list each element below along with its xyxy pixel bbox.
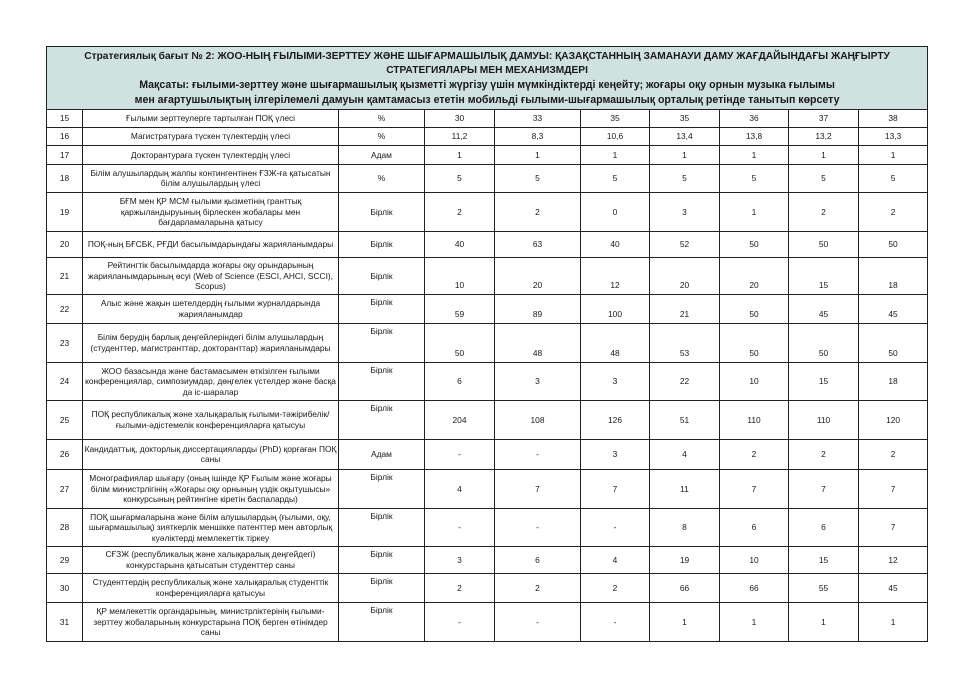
year-value: 7 — [859, 469, 928, 508]
year-value: 30 — [425, 109, 495, 127]
year-value: 2 — [495, 573, 581, 602]
table-row — [47, 145, 928, 164]
year-value: 19 — [650, 546, 720, 573]
indicator-name: Студенттердің республикалық және халықаралық студенттік конференцияларға қатысуы — [83, 573, 339, 602]
unit-of-measure: Адам — [339, 145, 425, 164]
unit-of-measure: Бірлік — [339, 294, 425, 323]
year-value: 51 — [650, 400, 720, 439]
indicator-name: ПОҚ-ның БҒСБК, РҒДИ басылымдарындағы жарияланымдары — [83, 231, 339, 257]
year-value: 100 — [581, 294, 650, 323]
indicator-name: Докторантураға түскен түлектердің үлесі — [83, 145, 339, 164]
year-value: 89 — [495, 294, 581, 323]
unit-of-measure: Бірлік — [339, 362, 425, 400]
table-row — [47, 400, 928, 439]
year-value: 48 — [495, 323, 581, 362]
year-value: 3 — [495, 362, 581, 400]
unit-of-measure: % — [339, 164, 425, 192]
year-value: 11,2 — [425, 127, 495, 145]
header-goal-line-1: Мақсаты: ғылыми-зерттеу және шығармашылық қызметті жүргізу үшін мүмкіндіктерді кеңейту; жоғары оқу орнын музыка ғылымы — [139, 79, 835, 92]
unit-of-measure: Бірлік — [339, 546, 425, 573]
strategic-direction-table-page — [46, 46, 927, 642]
year-value: 38 — [859, 109, 928, 127]
row-number: 17 — [47, 145, 83, 164]
year-value: 2 — [720, 439, 789, 469]
year-value: - — [581, 508, 650, 546]
year-value: 50 — [789, 231, 859, 257]
unit-of-measure: Бірлік — [339, 400, 425, 439]
year-value: 52 — [650, 231, 720, 257]
row-number: 29 — [47, 546, 83, 573]
table-row — [47, 164, 928, 192]
header-row — [47, 47, 928, 110]
year-value: 20 — [720, 257, 789, 294]
year-value: 7 — [789, 469, 859, 508]
indicator-name: Монографиялар шығару (оның ішінде ҚР Ғылым және жоғары білім министрлігінің «Жоғары оқу орнының үздік оқытушысы» конкурсының рейтингіне кіретін баспаларды) — [83, 469, 339, 508]
year-value: 18 — [859, 362, 928, 400]
row-number: 21 — [47, 257, 83, 294]
year-value: 7 — [859, 508, 928, 546]
year-value: 1 — [720, 602, 789, 641]
row-number: 28 — [47, 508, 83, 546]
year-value: - — [425, 508, 495, 546]
year-value: 11 — [650, 469, 720, 508]
year-value: 110 — [720, 400, 789, 439]
year-value: 12 — [859, 546, 928, 573]
year-value: - — [425, 439, 495, 469]
year-value: - — [581, 602, 650, 641]
year-value: 50 — [720, 294, 789, 323]
table-row — [47, 573, 928, 602]
year-value: 2 — [425, 192, 495, 231]
year-value: 110 — [789, 400, 859, 439]
year-value: 45 — [859, 294, 928, 323]
year-value: 10 — [425, 257, 495, 294]
year-value: 13,2 — [789, 127, 859, 145]
year-value: 13,4 — [650, 127, 720, 145]
year-value: 1 — [789, 602, 859, 641]
year-value: 63 — [495, 231, 581, 257]
year-value: 6 — [789, 508, 859, 546]
table-row — [47, 294, 928, 323]
row-number: 26 — [47, 439, 83, 469]
year-value: 50 — [720, 323, 789, 362]
unit-of-measure: Бірлік — [339, 192, 425, 231]
year-value: 3 — [581, 362, 650, 400]
unit-of-measure: % — [339, 127, 425, 145]
year-value: 3 — [425, 546, 495, 573]
table-row — [47, 469, 928, 508]
table-row — [47, 602, 928, 641]
unit-of-measure: Бірлік — [339, 469, 425, 508]
year-value: 5 — [650, 164, 720, 192]
year-value: 45 — [859, 573, 928, 602]
row-number: 25 — [47, 400, 83, 439]
header-title-line-2: СТРАТЕГИЯЛАРЫ МЕН МЕХАНИЗМДЕРІ — [386, 65, 588, 77]
year-value: 13,3 — [859, 127, 928, 145]
year-value: 2 — [859, 439, 928, 469]
year-value: 5 — [789, 164, 859, 192]
unit-of-measure: Бірлік — [339, 231, 425, 257]
year-value: 50 — [859, 323, 928, 362]
row-number: 24 — [47, 362, 83, 400]
row-number: 22 — [47, 294, 83, 323]
row-number: 20 — [47, 231, 83, 257]
year-value: 4 — [581, 546, 650, 573]
year-value: 40 — [425, 231, 495, 257]
year-value: 3 — [650, 192, 720, 231]
year-value: 48 — [581, 323, 650, 362]
unit-of-measure: % — [339, 109, 425, 127]
year-value: 1 — [581, 145, 650, 164]
year-value: 6 — [495, 546, 581, 573]
year-value: 7 — [581, 469, 650, 508]
year-value: 15 — [789, 362, 859, 400]
year-value: 1 — [859, 602, 928, 641]
year-value: 5 — [720, 164, 789, 192]
year-value: 50 — [425, 323, 495, 362]
year-value: 50 — [859, 231, 928, 257]
year-value: - — [495, 439, 581, 469]
year-value: 6 — [425, 362, 495, 400]
year-value: 15 — [789, 546, 859, 573]
year-value: 1 — [789, 145, 859, 164]
year-value: 5 — [581, 164, 650, 192]
year-value: - — [495, 508, 581, 546]
indicator-name: Білім берудің барлық деңгейлеріндегі білім алушылардың (студенттер, магистранттар, докторанттар) жарияланымдары — [83, 323, 339, 362]
table-row — [47, 109, 928, 127]
year-value: 7 — [495, 469, 581, 508]
year-value: 1 — [425, 145, 495, 164]
year-value: 204 — [425, 400, 495, 439]
year-value: 0 — [581, 192, 650, 231]
indicator-name: БҒМ мен ҚР МСМ ғылыми қызметінің гранттық қаржыландыруының бірлескен жобалары мен бағдарламаларына қатысу — [83, 192, 339, 231]
year-value: 15 — [789, 257, 859, 294]
year-value: 2 — [495, 192, 581, 231]
table-row — [47, 192, 928, 231]
year-value: 50 — [720, 231, 789, 257]
year-value: 1 — [720, 192, 789, 231]
year-value: 20 — [495, 257, 581, 294]
year-value: 66 — [650, 573, 720, 602]
year-value: 7 — [720, 469, 789, 508]
year-value: 5 — [495, 164, 581, 192]
year-value: 18 — [859, 257, 928, 294]
table-row — [47, 257, 928, 294]
strategic-direction-header — [47, 47, 928, 110]
year-value: 2 — [581, 573, 650, 602]
year-value: 2 — [425, 573, 495, 602]
year-value: 55 — [789, 573, 859, 602]
year-value: 33 — [495, 109, 581, 127]
year-value: 10,6 — [581, 127, 650, 145]
unit-of-measure: Бірлік — [339, 573, 425, 602]
indicator-name: Ғылыми зерттеулерге тартылған ПОҚ үлесі — [83, 109, 339, 127]
row-number: 23 — [47, 323, 83, 362]
year-value: 1 — [650, 602, 720, 641]
year-value: 10 — [720, 546, 789, 573]
header-goal-line-2: мен ағартушылықтың ілгерілемелі дамуын қамтамасыз ететін мобильді ғылыми-шығармашылық орталық ретінде танытып көрсету — [134, 93, 840, 106]
indicator-name: Білім алушылардың жалпы контингентінен ҒЗЖ-ға қатысатын білім алушылардың үлесі — [83, 164, 339, 192]
row-number: 15 — [47, 109, 83, 127]
year-value: 59 — [425, 294, 495, 323]
year-value: 21 — [650, 294, 720, 323]
year-value: 5 — [859, 164, 928, 192]
indicator-name: Рейтингтік басылымдарда жоғары оқу орындарының жарияланымдарының өсуі (Web of Science (ESCI, AHCI, SCCI), Scopus) — [83, 257, 339, 294]
row-number: 31 — [47, 602, 83, 641]
year-value: 40 — [581, 231, 650, 257]
year-value: 12 — [581, 257, 650, 294]
year-value: 120 — [859, 400, 928, 439]
row-number: 27 — [47, 469, 83, 508]
year-value: 36 — [720, 109, 789, 127]
year-value: 35 — [581, 109, 650, 127]
unit-of-measure: Бірлік — [339, 508, 425, 546]
unit-of-measure: Бірлік — [339, 602, 425, 641]
indicator-name: ЖОО базасында және бастамасымен өткізілген ғылыми конференциялар, симпозиумдар, дөңгелек үстелдер және басқа да іс-шаралар — [83, 362, 339, 400]
indicator-name: Кандидаттық, докторлық диссертацияларды (PhD) қорғаған ПОҚ саны — [83, 439, 339, 469]
indicator-name: ҚР мемлекеттік органдарының, министрліктерінің ғылыми-зерттеу жобаларының конкурстарына ПОҚ берген өтінімдер саны — [83, 602, 339, 641]
year-value: 1 — [720, 145, 789, 164]
year-value: 3 — [581, 439, 650, 469]
table-row — [47, 362, 928, 400]
year-value: 35 — [650, 109, 720, 127]
indicator-name: Алыс және жақын шетелдердің ғылыми журналдарында жарияланымдар — [83, 294, 339, 323]
year-value: - — [495, 602, 581, 641]
year-value: 2 — [859, 192, 928, 231]
year-value: 45 — [789, 294, 859, 323]
row-number: 18 — [47, 164, 83, 192]
unit-of-measure: Бірлік — [339, 257, 425, 294]
indicator-name: СҒЗЖ (республикалық және халықаралық деңгейдегі) конкурстарына қатысатын студенттер саны — [83, 546, 339, 573]
year-value: 6 — [720, 508, 789, 546]
year-value: - — [425, 602, 495, 641]
year-value: 8,3 — [495, 127, 581, 145]
row-number: 16 — [47, 127, 83, 145]
table-row — [47, 546, 928, 573]
year-value: 1 — [859, 145, 928, 164]
year-value: 20 — [650, 257, 720, 294]
year-value: 10 — [720, 362, 789, 400]
row-number: 30 — [47, 573, 83, 602]
indicators-table — [46, 46, 928, 642]
year-value: 108 — [495, 400, 581, 439]
unit-of-measure: Адам — [339, 439, 425, 469]
table-row — [47, 323, 928, 362]
year-value: 2 — [789, 439, 859, 469]
year-value: 4 — [650, 439, 720, 469]
year-value: 5 — [425, 164, 495, 192]
table-row — [47, 127, 928, 145]
year-value: 1 — [495, 145, 581, 164]
year-value: 53 — [650, 323, 720, 362]
header-title-line-1: Стратегиялық бағыт № 2: ЖОО-НЫҢ ҒЫЛЫМИ-ЗЕРТТЕУ ЖӘНЕ ШЫҒАРМАШЫЛЫҚ ДАМУЫ: ҚАЗАҚСТАННЫҢ ЗАМАНАУИ ДАМУ ЖАҒДАЙЫНДАҒЫ ЖАҢҒЫРТУ — [84, 51, 890, 62]
year-value: 4 — [425, 469, 495, 508]
year-value: 8 — [650, 508, 720, 546]
indicator-name: Магистратураға түскен түлектердің үлесі — [83, 127, 339, 145]
table-row — [47, 508, 928, 546]
year-value: 2 — [789, 192, 859, 231]
table-row — [47, 231, 928, 257]
indicator-name: ПОҚ республикалық және халықаралық ғылыми-тәжірибелік/ғылыми-әдістемелік конференцияларға қатысуы — [83, 400, 339, 439]
unit-of-measure: Бірлік — [339, 323, 425, 362]
year-value: 50 — [789, 323, 859, 362]
table-row — [47, 439, 928, 469]
year-value: 37 — [789, 109, 859, 127]
year-value: 1 — [650, 145, 720, 164]
year-value: 22 — [650, 362, 720, 400]
indicator-name: ПОҚ шығармаларына және білім алушылардың (ғылыми, оқу, шығармашылық) зияткерлік меншікке патенттер мен авторлық куәліктерді мемлекеттік тіркеу — [83, 508, 339, 546]
row-number: 19 — [47, 192, 83, 231]
year-value: 66 — [720, 573, 789, 602]
year-value: 13,8 — [720, 127, 789, 145]
year-value: 126 — [581, 400, 650, 439]
